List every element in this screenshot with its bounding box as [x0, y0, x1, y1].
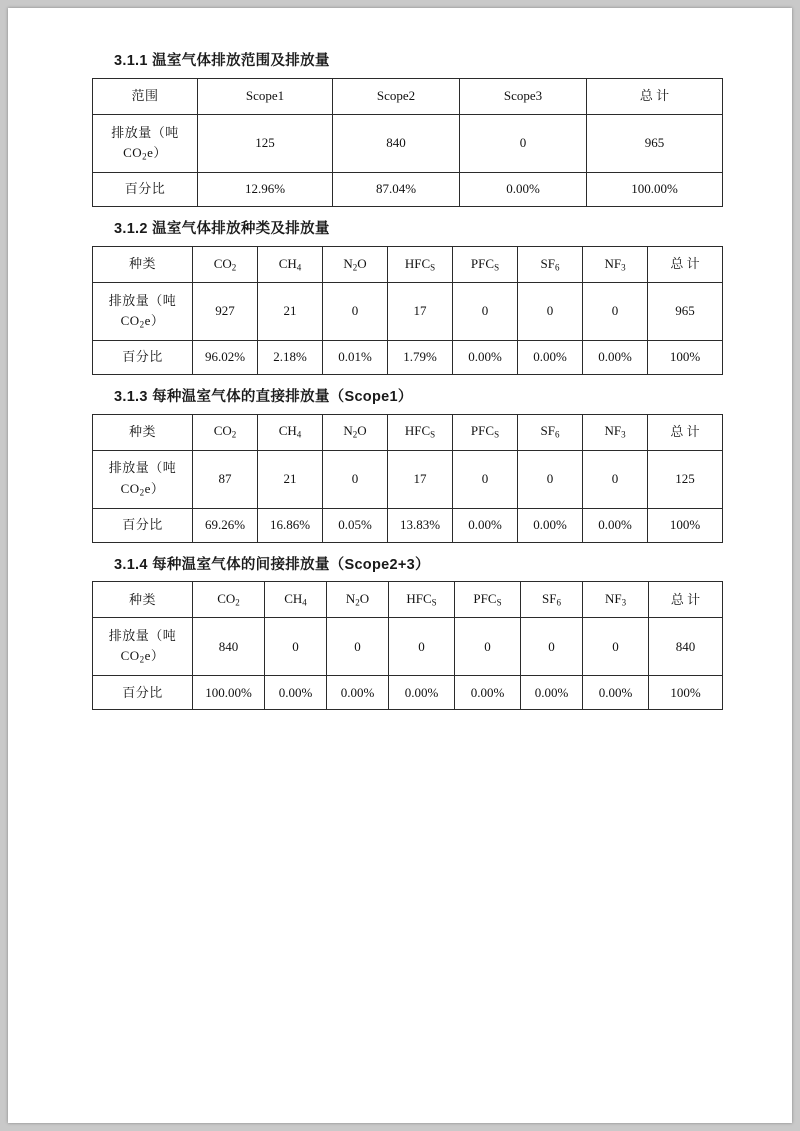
table-cell: 0: [323, 282, 388, 340]
emissions-scope-table: [92, 78, 723, 207]
section-heading-313: 3.1.3 每种温室气体的直接排放量（Scope1）: [114, 388, 413, 405]
row-label: 百分比: [93, 676, 193, 710]
table-cell: 0: [453, 282, 518, 340]
table-cell: 87.04%: [333, 172, 460, 206]
column-header: $N_2O$: [323, 246, 388, 282]
table-cell: 0: [583, 450, 648, 508]
column-header: Scope2: [333, 78, 460, 114]
table-cell: 965: [587, 114, 723, 172]
table-cell: 927: [193, 282, 258, 340]
table-cell: 2.18%: [258, 340, 323, 374]
table-cell: 100.00%: [193, 676, 265, 710]
table-cell: 0: [453, 450, 518, 508]
table-cell: 0.00%: [265, 676, 327, 710]
table-row: [93, 172, 723, 206]
table-row: [93, 282, 723, 340]
table-cell: 96.02%: [193, 340, 258, 374]
row-label-line1: 排放量（吨: [108, 292, 177, 308]
table-cell: 0.00%: [453, 508, 518, 542]
table-cell: 100%: [648, 340, 723, 374]
table-cell: 0.00%: [327, 676, 389, 710]
column-header: $CO_2$: [193, 582, 265, 618]
document-page: [8, 8, 792, 1123]
table-cell: 0.00%: [453, 340, 518, 374]
column-header: $SF_6$: [518, 414, 583, 450]
column-header: $CO_2$: [193, 246, 258, 282]
table-cell: 0: [583, 618, 649, 676]
column-header: $NF_3$: [583, 246, 648, 282]
table-cell: 0.00%: [455, 676, 521, 710]
table-cell: 965: [648, 282, 723, 340]
column-header: $N_2O$: [327, 582, 389, 618]
column-header: $PFC_S$: [453, 414, 518, 450]
table-cell: 840: [193, 618, 265, 676]
emissions-gas-type-table: [92, 246, 723, 375]
column-header: $NF_3$: [583, 582, 649, 618]
row-label-line1: 排放量（吨: [108, 460, 177, 476]
row-label: 百分比: [93, 340, 193, 374]
row-label-line1: 排放量（吨: [108, 628, 177, 644]
table-cell: 87: [193, 450, 258, 508]
table-header-row: [93, 582, 723, 618]
column-header: 种类: [93, 246, 193, 282]
table-cell: 0: [521, 618, 583, 676]
row-label: [93, 618, 193, 676]
column-header: $HFC_S$: [389, 582, 455, 618]
page-content: [92, 52, 722, 710]
table-cell: 0.00%: [583, 676, 649, 710]
direct-emissions-table: [92, 414, 723, 543]
table-cell: 1.79%: [388, 340, 453, 374]
table-row: [93, 618, 723, 676]
table-cell: 0: [327, 618, 389, 676]
column-header: $SF_6$: [521, 582, 583, 618]
row-label: [93, 114, 198, 172]
table-cell: 0.01%: [323, 340, 388, 374]
column-header: Scope1: [198, 78, 333, 114]
row-label-line2: $CO_2e$）: [120, 480, 165, 497]
table-cell: 0.00%: [518, 340, 583, 374]
table-cell: 16.86%: [258, 508, 323, 542]
table-row: [93, 676, 723, 710]
column-header: $SF_6$: [518, 246, 583, 282]
table-cell: 0: [389, 618, 455, 676]
column-header: 总 计: [649, 582, 723, 618]
column-header: $PFC_S$: [453, 246, 518, 282]
row-label-line2: $CO_2e$）: [120, 648, 165, 665]
column-header: 总 计: [648, 414, 723, 450]
column-header: $N_2O$: [323, 414, 388, 450]
table-row: [93, 114, 723, 172]
section-heading-312: 3.1.2 温室气体排放种类及排放量: [114, 220, 330, 237]
column-header: Scope3: [460, 78, 587, 114]
row-label: [93, 450, 193, 508]
column-header: $HFC_S$: [388, 246, 453, 282]
indirect-emissions-table: [92, 581, 723, 710]
table-cell: 100%: [649, 676, 723, 710]
row-label-line1: 排放量（吨: [111, 124, 179, 140]
table-cell: 0: [265, 618, 327, 676]
table-row: [93, 450, 723, 508]
column-header: $CO_2$: [193, 414, 258, 450]
column-header: 总 计: [587, 78, 723, 114]
table-cell: 0: [518, 282, 583, 340]
row-label: 百分比: [93, 508, 193, 542]
table-cell: 0.00%: [389, 676, 455, 710]
section-heading-314: 3.1.4 每种温室气体的间接排放量（Scope2+3）: [114, 556, 430, 573]
table-cell: 0.05%: [323, 508, 388, 542]
table-cell: 840: [333, 114, 460, 172]
column-header: 种类: [93, 582, 193, 618]
table-cell: 0.00%: [583, 508, 648, 542]
table-cell: 100%: [648, 508, 723, 542]
table-cell: 21: [258, 450, 323, 508]
table-cell: 12.96%: [198, 172, 333, 206]
column-header: $NF_3$: [583, 414, 648, 450]
table-row: [93, 508, 723, 542]
table-cell: 17: [388, 450, 453, 508]
table-header-row: [93, 246, 723, 282]
table-cell: 0: [583, 282, 648, 340]
row-label: 百分比: [93, 172, 198, 206]
table-cell: 125: [198, 114, 333, 172]
table-cell: 0.00%: [460, 172, 587, 206]
table-cell: 0.00%: [583, 340, 648, 374]
table-cell: 0: [518, 450, 583, 508]
column-header: $CH_4$: [265, 582, 327, 618]
table-cell: 69.26%: [193, 508, 258, 542]
row-label: [93, 282, 193, 340]
table-header-row: [93, 78, 723, 114]
table-cell: 21: [258, 282, 323, 340]
table-cell: 840: [649, 618, 723, 676]
table-cell: 0: [455, 618, 521, 676]
column-header: 总 计: [648, 246, 723, 282]
column-header: $PFC_S$: [455, 582, 521, 618]
row-label-line2: $CO_2e$）: [123, 144, 167, 162]
table-cell: 0: [323, 450, 388, 508]
section-heading-311: 3.1.1 温室气体排放范围及排放量: [114, 53, 330, 69]
table-cell: 17: [388, 282, 453, 340]
table-row: [93, 340, 723, 374]
table-cell: 0.00%: [518, 508, 583, 542]
column-header: 种类: [93, 414, 193, 450]
table-cell: 100.00%: [587, 172, 723, 206]
column-header: 范围: [93, 78, 198, 114]
column-header: $CH_4$: [258, 246, 323, 282]
row-label-line2: $CO_2e$）: [120, 312, 165, 329]
table-cell: 0: [460, 114, 587, 172]
column-header: $HFC_S$: [388, 414, 453, 450]
column-header: $CH_4$: [258, 414, 323, 450]
table-cell: 125: [648, 450, 723, 508]
table-cell: 0.00%: [521, 676, 583, 710]
table-cell: 13.83%: [388, 508, 453, 542]
table-header-row: [93, 414, 723, 450]
